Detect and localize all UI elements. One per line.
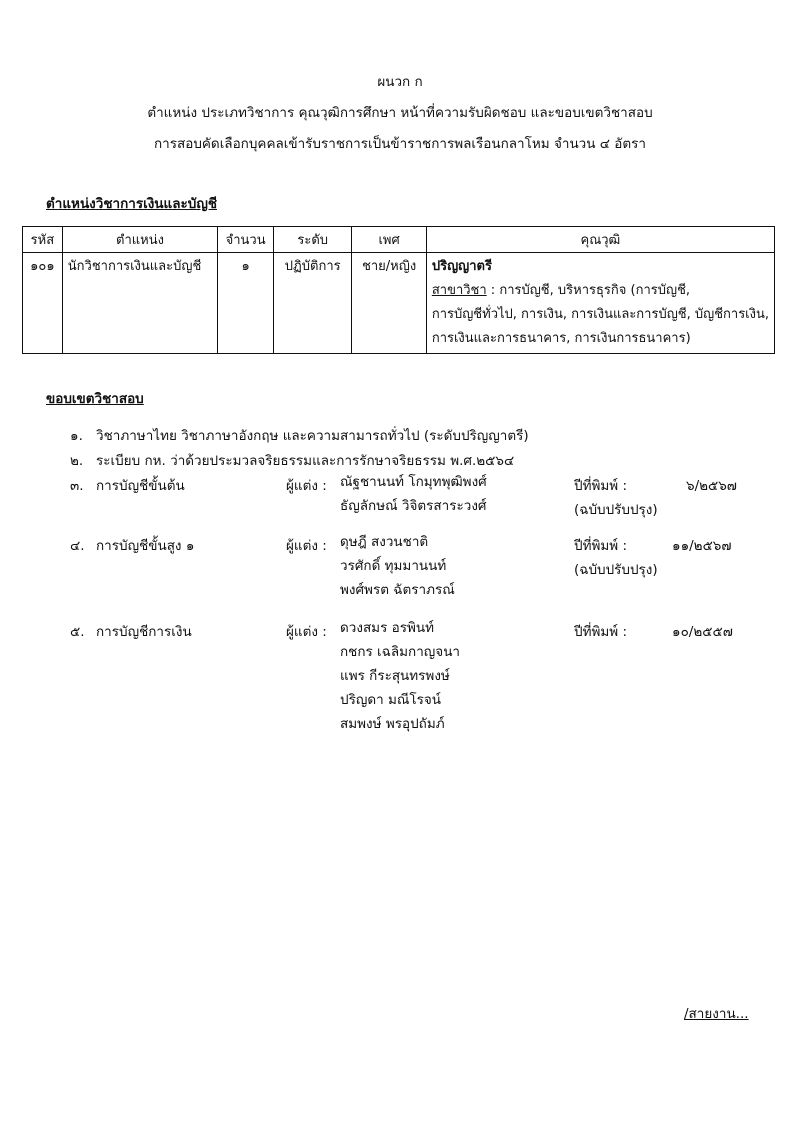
scope-item-3-subject: การบัญชีขั้นต้น xyxy=(96,478,185,494)
scope-item-4-num: ๔. xyxy=(70,538,85,554)
header-code: รหัส xyxy=(23,227,63,253)
field-line-3: การเงินและการธนาคาร, การเงินการธนาคาร) xyxy=(431,331,691,346)
position-table xyxy=(22,226,775,354)
degree: ปริญญาตรี xyxy=(431,259,492,274)
scope-item-1-text: วิชาภาษาไทย วิชาภาษาอังกฤษ และความสามารถทั่วไป (ระดับปริญญาตรี) xyxy=(96,428,529,444)
scope-item-2-num: ๒. xyxy=(70,453,84,469)
scope-item-4-note: (ฉบับปรับปรุง) xyxy=(574,562,658,578)
author: ดุษฎี สงวนชาติ xyxy=(340,534,429,550)
cell-position: นักวิชาการเงินและบัญชี xyxy=(62,253,217,354)
cell-code: ๑๐๑ xyxy=(23,253,63,354)
header-level: ระดับ xyxy=(274,227,352,253)
author: กชกร เฉลิมกาญจนา xyxy=(340,644,461,660)
cell-qualification xyxy=(426,253,774,354)
author: สมพงษ์ พรอุปถัมภ์ xyxy=(340,716,445,732)
scope-item-4-subject: การบัญชีขั้นสูง ๑ xyxy=(96,538,195,554)
author: ธัญลักษณ์ วิจิตรสาระวงศ์ xyxy=(340,498,487,514)
scope-item-3-year: ๖/๒๕๖๗ xyxy=(686,478,737,494)
header-qualification: คุณวุฒิ xyxy=(426,227,774,253)
scope-item-1-num: ๑. xyxy=(70,428,83,444)
cell-level: ปฏิบัติการ xyxy=(274,253,352,354)
scope-item-4-year: ๑๑/๒๕๖๗ xyxy=(672,538,732,554)
scope-item-5-author-label: ผู้แต่ง : xyxy=(286,624,327,640)
scope-item-5-authors xyxy=(340,616,460,736)
header-gender: เพศ xyxy=(352,227,426,253)
section-title: ตำแหน่งวิชาการเงินและบัญชี xyxy=(46,196,217,212)
header-count: จำนวน xyxy=(218,227,274,253)
header-position: ตำแหน่ง xyxy=(62,227,217,253)
author: แพร กีระสุนทรพงษ์ xyxy=(340,668,450,684)
field-line-2: การบัญชีทั่วไป, การเงิน, การเงินและการบัญชี, บัญชีการเงิน, xyxy=(431,307,769,322)
scope-item-2-text: ระเบียบ กห. ว่าด้วยประมวลจริยธรรมและการรักษาจริยธรรม พ.ศ.๒๕๖๔ xyxy=(96,453,515,469)
table-header-row xyxy=(23,227,775,253)
table-row xyxy=(23,253,775,354)
scope-item-5-subject: การบัญชีการเงิน xyxy=(96,624,192,640)
annex-label: ผนวก ก xyxy=(377,74,423,90)
author: ปริญดา มณีโรจน์ xyxy=(340,692,442,708)
scope-item-4-author-label: ผู้แต่ง : xyxy=(286,538,327,554)
title-line-1: ตำแหน่ง ประเภทวิชาการ คุณวุฒิการศึกษา หน้าที่ความรับผิดชอบ และขอบเขตวิชาสอบ xyxy=(147,105,653,121)
scope-item-5-num: ๕. xyxy=(70,624,85,640)
field-line-1 xyxy=(432,279,769,303)
scope-title: ขอบเขตวิชาสอบ xyxy=(46,391,144,407)
field-label: สาขาวิชา xyxy=(431,283,487,298)
scope-item-3-year-label: ปีที่พิมพ์ : xyxy=(574,478,628,494)
scope-item-5-year: ๑๐/๒๕๕๗ xyxy=(672,624,733,640)
scope-item-5-year-label: ปีที่พิมพ์ : xyxy=(574,624,628,640)
author: วรศักดิ์ ทุมมานนท์ xyxy=(340,558,447,574)
scope-item-3-authors xyxy=(340,470,487,518)
cell-gender: ชาย/หญิง xyxy=(352,253,426,354)
scope-item-3-note: (ฉบับปรับปรุง) xyxy=(574,502,658,518)
author: ดวงสมร อรพินท์ xyxy=(340,620,435,636)
title-line-2: การสอบคัดเลือกบุคคลเข้ารับราชการเป็นข้าราชการพลเรือนกลาโหม จำนวน ๔ อัตรา xyxy=(153,136,647,152)
scope-item-4-authors xyxy=(340,530,455,602)
scope-item-3-num: ๓. xyxy=(70,478,84,494)
author: ณัฐชานนท์ โกมุทพุฒิพงศ์ xyxy=(340,474,487,490)
field-text-1: : การบัญชี, บริหารธุรกิจ (การบัญชี, xyxy=(486,283,691,298)
cell-count: ๑ xyxy=(218,253,274,354)
continuation-marker: /สายงาน... xyxy=(684,1006,749,1022)
scope-item-4-year-label: ปีที่พิมพ์ : xyxy=(574,538,628,554)
author: พงศ์พรต ฉัตราภรณ์ xyxy=(340,582,455,598)
scope-item-3-author-label: ผู้แต่ง : xyxy=(286,478,327,494)
